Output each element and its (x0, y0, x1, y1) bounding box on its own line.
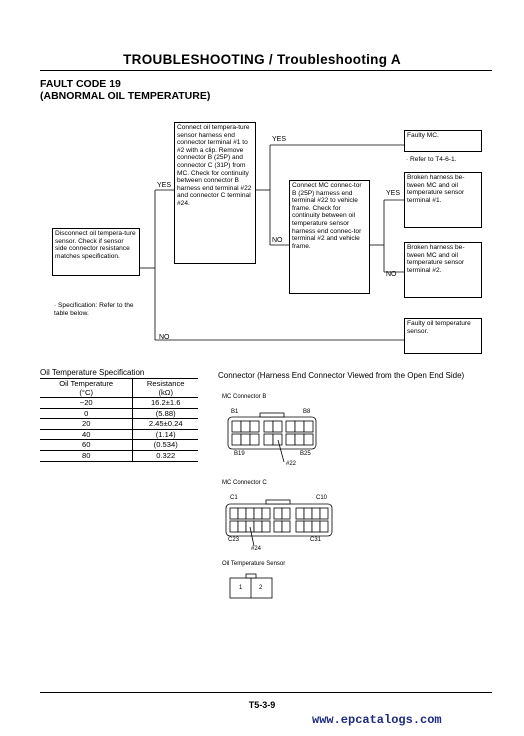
check-connector-b-c-box: Connect oil tempera-ture sensor harness end connector terminal #1 to #2 with a clip. Remove connector B (25P) and connector C (31P) from MC. Check for continuity between connector B harness end terminal #22 and connector C terminal #24. (174, 122, 256, 264)
spec-col-temperature: Oil Temperature (40, 379, 133, 389)
broken-harness-2-box: Broken harness be-tween MC and oil temperature sensor terminal #2. (404, 242, 482, 298)
page-title: TROUBLESHOOTING / Troubleshooting A (123, 52, 401, 67)
yes-label: YES (272, 136, 287, 143)
pin-label: B8 (303, 409, 311, 415)
start-check-box: Disconnect oil tempera-ture sensor. Check if sensor side connector resistance matches specification. (52, 228, 140, 276)
table-cell: −20 (40, 398, 133, 409)
spec-col-temperature-unit: (°C) (40, 388, 133, 398)
no-label: NO (386, 271, 397, 278)
table-cell: 0 (40, 408, 133, 419)
table-cell: 2.45±0.24 (133, 419, 198, 430)
pin-label: B19 (234, 451, 245, 457)
pin-label: C10 (316, 495, 328, 501)
footer-rule (40, 692, 492, 693)
table-cell: (0.534) (133, 440, 198, 451)
table-cell: 60 (40, 440, 133, 451)
table-cell: 40 (40, 429, 133, 440)
faulty-mc-note: · Refer to T4-6-1. (406, 156, 457, 163)
pin-label: C23 (228, 537, 240, 543)
spec-table-title: Oil Temperature Specification (40, 368, 145, 377)
connector-section-title: Connector (Harness End Connector Viewed from the Open End Side) (218, 371, 465, 380)
broken-harness-1-box: Broken harness be-tween MC and oil temperature sensor terminal #1. (404, 172, 482, 228)
pin-label: B1 (231, 409, 239, 415)
no-label: NO (159, 334, 170, 341)
yes-label: YES (386, 190, 401, 197)
table-cell: 20 (40, 419, 133, 430)
watermark: www.epcatalogs.com (312, 713, 442, 727)
pin-label: #22 (286, 461, 297, 467)
spec-col-resistance: Resistance (133, 379, 198, 389)
pin-label: C1 (230, 495, 238, 501)
yes-label: YES (157, 182, 172, 189)
pin-label: #24 (251, 546, 262, 552)
table-cell: 0.322 (133, 450, 198, 461)
sensor-pin-1: 1 (239, 585, 243, 591)
table-cell: 80 (40, 450, 133, 461)
pin-label: C31 (310, 537, 322, 543)
fault-code-number: FAULT CODE 19 (40, 78, 121, 90)
oil-temperature-sensor-label: Oil Temperature Sensor (222, 561, 286, 567)
faulty-mc-box: Faulty MC. (404, 130, 482, 152)
table-cell: 16.2±1.6 (133, 398, 198, 409)
no-label: NO (272, 237, 283, 244)
mc-connector-b-label: MC Connector B (222, 394, 267, 400)
table-cell: (1.14) (133, 429, 198, 440)
pin-label: B25 (300, 451, 311, 457)
spec-col-resistance-unit: (kΩ) (133, 388, 198, 398)
check-mc-frame-box: Connect MC connec-tor B (25P) harness end terminal #22 to vehicle frame. Check for continuity between oil temperature sensor harness end connec-tor terminal #2 and vehicle frame. (289, 180, 370, 294)
sensor-pin-2: 2 (259, 585, 263, 591)
page-number: T5-3-9 (248, 700, 276, 710)
mc-connector-c-label: MC Connector C (222, 480, 267, 486)
fault-code-description: (ABNORMAL OIL TEMPERATURE) (40, 90, 211, 102)
faulty-sensor-box: Faulty oil temperature sensor. (404, 318, 482, 354)
start-check-note: · Specification: Refer to the table below. (54, 302, 134, 317)
table-cell: (5.88) (133, 408, 198, 419)
